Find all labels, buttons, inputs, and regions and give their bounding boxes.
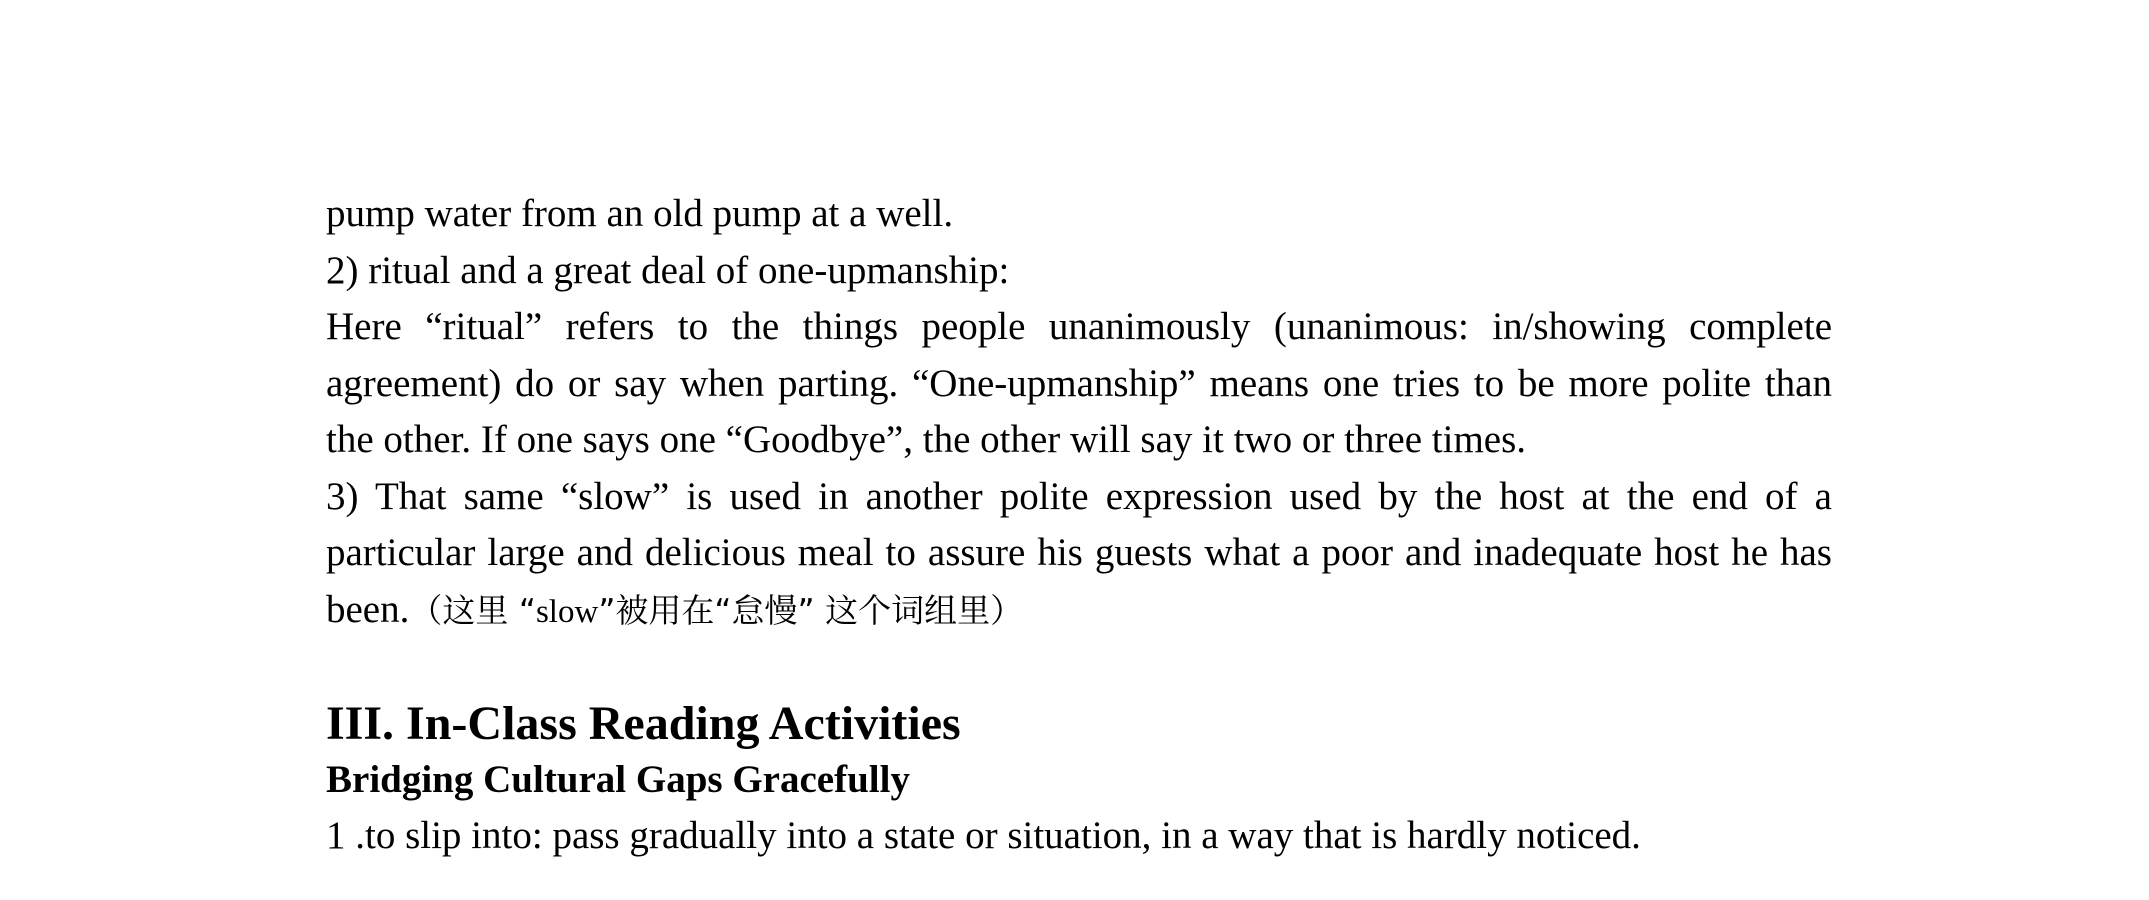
document-page xyxy=(326,186,1832,865)
chinese-note-rest: ”被用在“怠慢” 这个词组里） xyxy=(598,590,1024,630)
section-heading: III. In-Class Reading Activities xyxy=(326,697,961,750)
text-line: 2) ritual and a great deal of one-upmanship: xyxy=(326,248,1010,292)
chinese-note-word: slow xyxy=(535,593,599,630)
paragraph-slow xyxy=(326,469,1832,641)
text-line: pump water from an old pump at a well. xyxy=(326,192,954,235)
list-item: 1 .to slip into: pass gradually into a state or situation, in a way that is hardly noticed. xyxy=(326,814,1641,857)
chinese-note-open: （这里 “ xyxy=(409,590,536,630)
section-subheading: Bridging Cultural Gaps Gracefully xyxy=(326,758,910,801)
paragraph-ritual: Here “ritual” refers to the things people unanimously (unanimous: in/showing complete agreement) do or say when parting. “One-upmanship” means one tries to be more polite than the other. If one says one “Goodbye”, the other will say it two or three times. xyxy=(326,305,1832,461)
paragraph-slow-text: 3) That same “slow” is used in another polite expression used by the host at the end of a particular large and delicious meal to assure his guests what a poor and inadequate host he has been. xyxy=(326,474,1832,631)
